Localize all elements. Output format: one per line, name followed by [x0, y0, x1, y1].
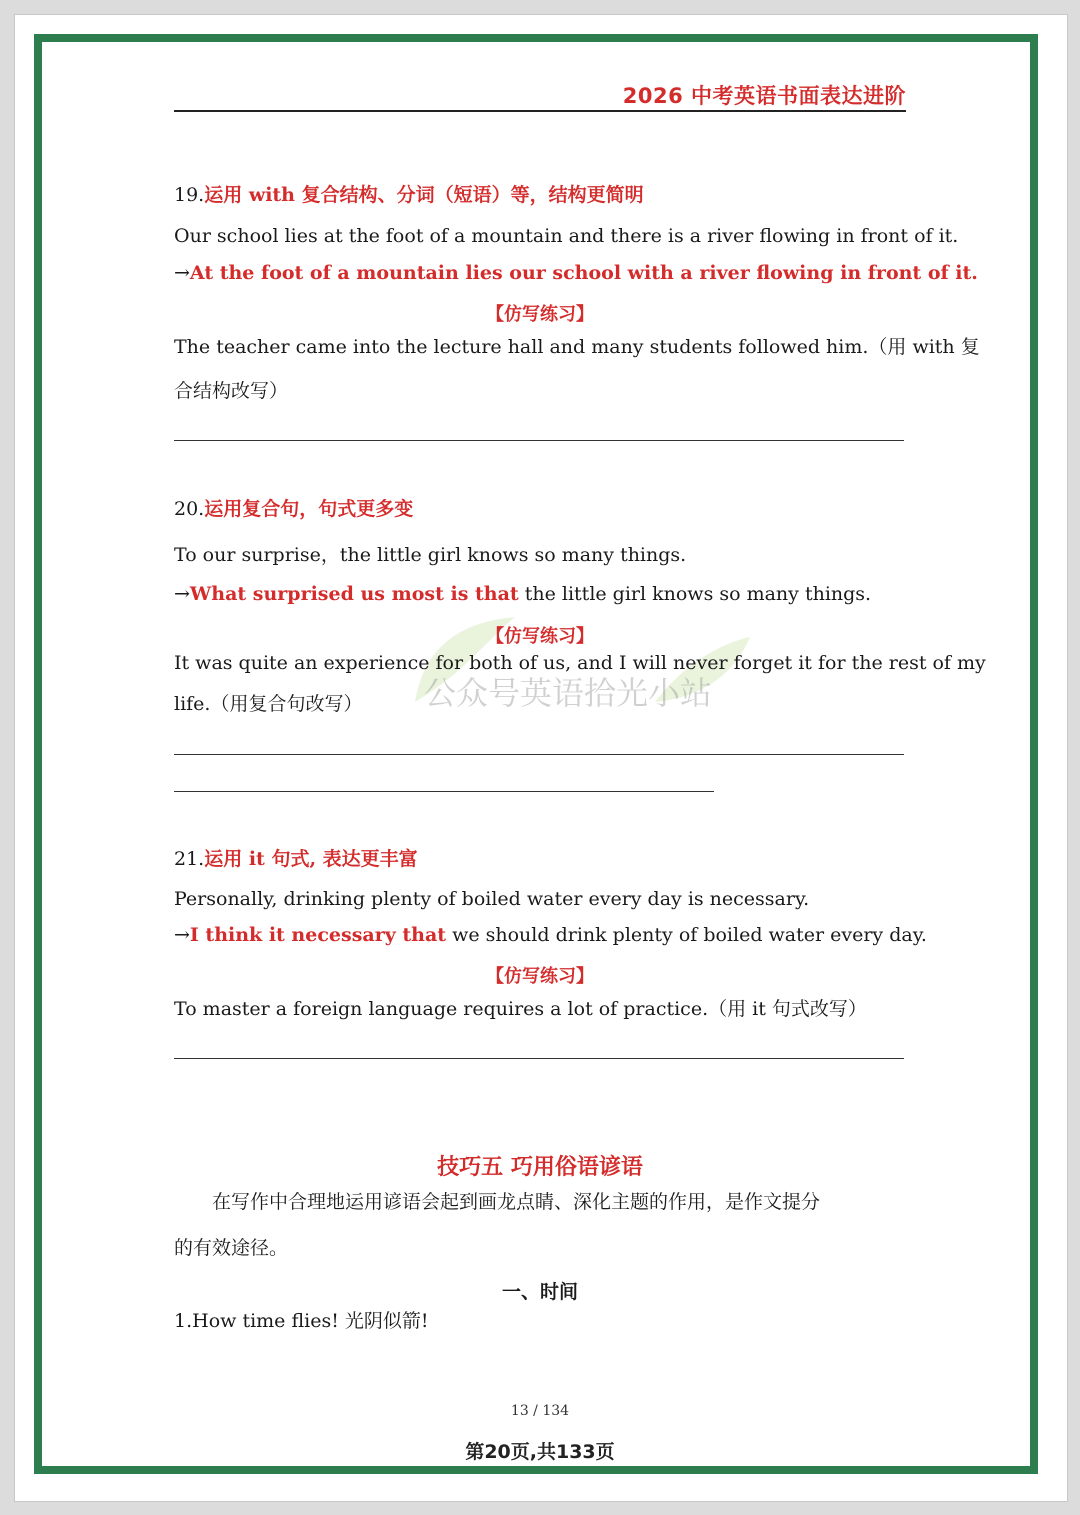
rewrite-highlight: At the foot of a mountain lies our school with a river flowing in front of it.: [189, 262, 978, 284]
section-number: 21.: [174, 848, 205, 870]
skill-intro-line1: 在写作中合理地运用谚语会起到画龙点睛、深化主题的作用，是作文提分: [212, 1191, 821, 1213]
section-21-title: [174, 844, 418, 871]
section-19-exercise-line1: The teacher came into the lecture hall and many students followed him.（用 with 复: [174, 336, 980, 358]
header-rule: [174, 110, 906, 112]
section-20-original: To our surprise，the little girl knows so many things.: [174, 544, 687, 566]
subheading-time: 一、时间: [501, 1281, 578, 1303]
skill-title: 技巧五 巧用俗语谚语: [437, 1155, 643, 1180]
rewrite-highlight: I think it necessary that: [189, 924, 447, 946]
answer-blank[interactable]: [174, 440, 904, 441]
section-20-practice-label: 【仿写练习】: [486, 626, 594, 647]
proverb-item-1: 1.How time flies! 光阴似箭!: [174, 1310, 429, 1332]
header-title: 2026 中考英语书面表达进阶: [622, 84, 906, 108]
section-heading: 运用 with 复合结构、分词（短语）等，结构更简明: [204, 184, 644, 206]
section-heading: 运用复合句，句式更多变: [204, 498, 414, 520]
page-number: 13 / 134: [510, 1403, 570, 1419]
section-19-rewrite: [174, 262, 978, 284]
section-number: 20.: [174, 498, 205, 520]
section-heading: 运用 it 句式, 表达更丰富: [204, 848, 418, 870]
section-19-original: Our school lies at the foot of a mountain and there is a river flowing in front of it.: [174, 225, 959, 247]
answer-blank[interactable]: [174, 1058, 904, 1059]
section-21-rewrite: [174, 924, 927, 946]
answer-blank[interactable]: [174, 754, 904, 755]
section-20-exercise-line2: life.（用复合句改写）: [174, 693, 363, 715]
section-20-exercise-line1: It was quite an experience for both of us, and I will never forget it for the rest of my: [174, 652, 986, 674]
section-19-exercise-line2: 合结构改写）: [174, 380, 289, 402]
section-21-practice-label: 【仿写练习】: [486, 966, 594, 987]
skill-intro-line2: 的有效途径。: [174, 1237, 289, 1259]
rewrite-rest: we should drink plenty of boiled water every day.: [446, 924, 927, 946]
section-19-practice-label: 【仿写练习】: [486, 304, 594, 325]
section-20-title: [174, 494, 413, 521]
section-21-exercise-line1: To master a foreign language requires a lot of practice.（用 it 句式改写）: [174, 998, 867, 1020]
section-21-original: Personally, drinking plenty of boiled water every day is necessary.: [174, 888, 810, 910]
watermark-text: 公众号英语拾光小站: [424, 674, 713, 712]
rewrite-highlight: What surprised us most is that: [189, 583, 519, 605]
rewrite-rest: the little girl knows so many things.: [518, 583, 872, 605]
arrow: →: [174, 583, 190, 605]
arrow: →: [174, 924, 190, 946]
section-19-title: [174, 180, 644, 207]
section-20-rewrite: [174, 583, 871, 605]
answer-blank[interactable]: [174, 791, 714, 792]
arrow: →: [174, 262, 190, 284]
page-count: 第20页,共133页: [465, 1441, 615, 1463]
section-number: 19.: [174, 184, 205, 206]
